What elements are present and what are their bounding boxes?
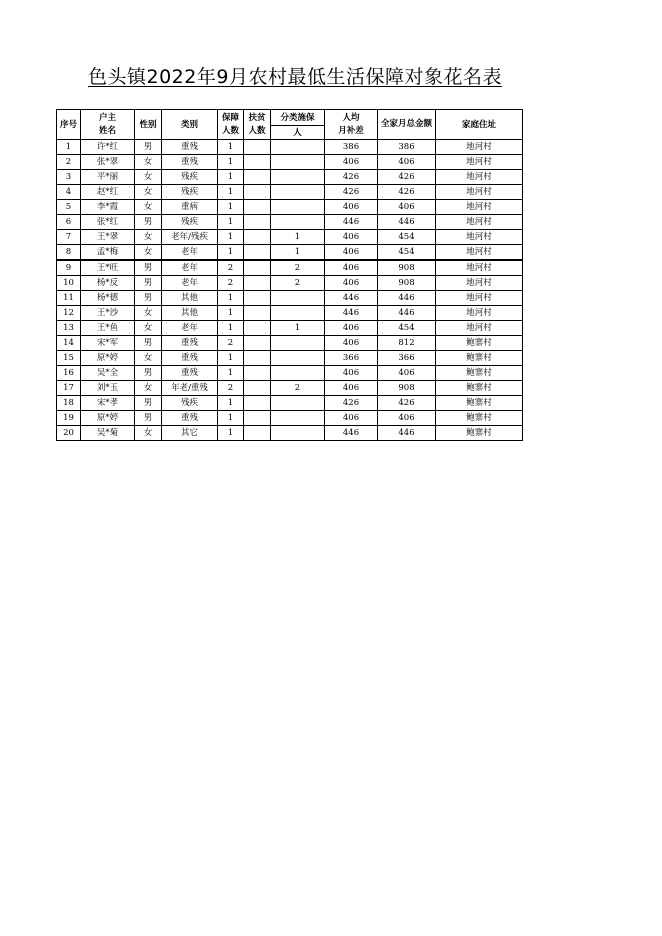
cell-poverty [244, 140, 271, 155]
cell-address: 地河村 [436, 291, 523, 306]
cell-per-capita: 406 [325, 155, 378, 170]
cell-total: 406 [378, 155, 436, 170]
cell-total: 406 [378, 411, 436, 426]
cell-no: 15 [57, 351, 81, 366]
table-row [57, 215, 523, 230]
cell-total: 454 [378, 245, 436, 261]
header-address: 家庭住址 [436, 110, 523, 140]
cell-address: 地河村 [436, 215, 523, 230]
cell-no: 12 [57, 306, 81, 321]
cell-persons: 2 [218, 276, 244, 291]
cell-sex: 男 [135, 215, 162, 230]
cell-per-capita: 386 [325, 140, 378, 155]
cell-class [271, 366, 325, 381]
cell-category: 年老/重残 [162, 381, 218, 396]
cell-per-capita: 406 [325, 260, 378, 276]
cell-persons: 1 [218, 426, 244, 441]
cell-total: 812 [378, 336, 436, 351]
cell-poverty [244, 336, 271, 351]
cell-persons: 1 [218, 306, 244, 321]
cell-sex: 女 [135, 381, 162, 396]
cell-no: 5 [57, 200, 81, 215]
cell-persons: 1 [218, 351, 244, 366]
table-row [57, 321, 523, 336]
cell-per-capita: 446 [325, 426, 378, 441]
cell-category: 老年/残疾 [162, 230, 218, 245]
cell-no: 3 [57, 170, 81, 185]
cell-poverty [244, 381, 271, 396]
cell-category: 残疾 [162, 170, 218, 185]
cell-class [271, 306, 325, 321]
cell-address: 地河村 [436, 155, 523, 170]
cell-persons: 1 [218, 411, 244, 426]
table-row [57, 411, 523, 426]
header-sex: 性别 [135, 110, 162, 140]
cell-category: 重残 [162, 366, 218, 381]
cell-sex: 女 [135, 306, 162, 321]
cell-persons: 1 [218, 321, 244, 336]
cell-sex: 男 [135, 396, 162, 411]
cell-sex: 男 [135, 276, 162, 291]
cell-no: 14 [57, 336, 81, 351]
cell-category: 重残 [162, 140, 218, 155]
cell-sex: 女 [135, 351, 162, 366]
cell-name: 许*红 [81, 140, 135, 155]
header-persons [218, 110, 244, 140]
table-row [57, 140, 523, 155]
cell-poverty [244, 411, 271, 426]
table-row [57, 381, 523, 396]
cell-poverty [244, 185, 271, 200]
table-row [57, 260, 523, 276]
table-row [57, 336, 523, 351]
cell-name: 王*翠 [81, 230, 135, 245]
header-category: 类别 [162, 110, 218, 140]
cell-category: 老年 [162, 321, 218, 336]
cell-class [271, 155, 325, 170]
header-name-line1: 户主 [98, 112, 116, 123]
page-title: 色头镇2022年9月农村最低生活保障对象花名表 [88, 66, 502, 88]
cell-name: 孟*梅 [81, 245, 135, 261]
cell-address: 鲍寨村 [436, 411, 523, 426]
cell-name: 杨*德 [81, 291, 135, 306]
cell-name: 平*丽 [81, 170, 135, 185]
table-row [57, 426, 523, 441]
cell-sex: 男 [135, 411, 162, 426]
cell-no: 16 [57, 366, 81, 381]
table-header [57, 110, 523, 140]
cell-no: 18 [57, 396, 81, 411]
cell-address: 地河村 [436, 321, 523, 336]
cell-sex: 女 [135, 185, 162, 200]
header-per-capita-line1: 人均 [342, 112, 360, 123]
cell-per-capita: 426 [325, 170, 378, 185]
cell-address: 鲍寨村 [436, 366, 523, 381]
cell-class [271, 291, 325, 306]
cell-address: 地河村 [436, 260, 523, 276]
cell-sex: 女 [135, 245, 162, 261]
cell-per-capita: 406 [325, 321, 378, 336]
cell-poverty [244, 276, 271, 291]
cell-poverty [244, 291, 271, 306]
cell-persons: 1 [218, 140, 244, 155]
cell-name: 赵*红 [81, 185, 135, 200]
table-row [57, 245, 523, 261]
cell-address: 鲍寨村 [436, 336, 523, 351]
cell-category: 其它 [162, 426, 218, 441]
cell-per-capita: 406 [325, 411, 378, 426]
cell-sex: 女 [135, 321, 162, 336]
cell-sex: 男 [135, 336, 162, 351]
cell-category: 重病 [162, 200, 218, 215]
cell-poverty [244, 396, 271, 411]
cell-total: 406 [378, 200, 436, 215]
cell-name: 原*婷 [81, 351, 135, 366]
header-name-line2: 姓名 [98, 125, 116, 136]
cell-class: 1 [271, 321, 325, 336]
cell-class: 2 [271, 260, 325, 276]
cell-no: 7 [57, 230, 81, 245]
cell-total: 908 [378, 381, 436, 396]
cell-address: 地河村 [436, 200, 523, 215]
cell-persons: 1 [218, 185, 244, 200]
cell-poverty [244, 351, 271, 366]
header-poverty-line1: 扶贫 [248, 112, 266, 123]
cell-sex: 男 [135, 291, 162, 306]
cell-persons: 1 [218, 170, 244, 185]
cell-persons: 2 [218, 260, 244, 276]
cell-address: 地河村 [436, 230, 523, 245]
cell-no: 8 [57, 245, 81, 261]
cell-address: 地河村 [436, 140, 523, 155]
table-row [57, 230, 523, 245]
cell-class [271, 411, 325, 426]
cell-address: 地河村 [436, 170, 523, 185]
cell-total: 366 [378, 351, 436, 366]
cell-poverty [244, 366, 271, 381]
cell-persons: 2 [218, 381, 244, 396]
cell-persons: 2 [218, 336, 244, 351]
cell-sex: 女 [135, 170, 162, 185]
cell-no: 20 [57, 426, 81, 441]
cell-persons: 1 [218, 396, 244, 411]
cell-class [271, 396, 325, 411]
header-per-capita-line2: 月补差 [338, 125, 364, 136]
cell-total: 406 [378, 366, 436, 381]
cell-name: 刘*玉 [81, 381, 135, 396]
cell-total: 908 [378, 260, 436, 276]
cell-category: 其他 [162, 306, 218, 321]
cell-class: 2 [271, 381, 325, 396]
cell-no: 6 [57, 215, 81, 230]
cell-total: 446 [378, 306, 436, 321]
cell-per-capita: 406 [325, 366, 378, 381]
cell-category: 重残 [162, 411, 218, 426]
roster-table [56, 109, 523, 441]
header-poverty [244, 110, 271, 140]
cell-class [271, 336, 325, 351]
cell-name: 宋*军 [81, 336, 135, 351]
cell-poverty [244, 321, 271, 336]
cell-name: 王*旺 [81, 260, 135, 276]
cell-category: 老年 [162, 245, 218, 261]
cell-poverty [244, 170, 271, 185]
cell-poverty [244, 260, 271, 276]
cell-category: 其他 [162, 291, 218, 306]
cell-no: 17 [57, 381, 81, 396]
cell-name: 杨*反 [81, 276, 135, 291]
cell-poverty [244, 426, 271, 441]
header-total: 全家月总金额 [378, 110, 436, 140]
cell-poverty [244, 306, 271, 321]
cell-per-capita: 366 [325, 351, 378, 366]
cell-sex: 女 [135, 155, 162, 170]
cell-class: 1 [271, 230, 325, 245]
header-class-line2: 人 [271, 126, 325, 140]
cell-persons: 1 [218, 155, 244, 170]
cell-name: 宋*孝 [81, 396, 135, 411]
cell-name: 王*沙 [81, 306, 135, 321]
cell-category: 老年 [162, 276, 218, 291]
cell-class [271, 351, 325, 366]
cell-sex: 女 [135, 200, 162, 215]
cell-class [271, 185, 325, 200]
table-row [57, 291, 523, 306]
table-body [57, 140, 523, 441]
table-row [57, 351, 523, 366]
cell-poverty [244, 155, 271, 170]
cell-category: 残疾 [162, 396, 218, 411]
table-row [57, 185, 523, 200]
header-poverty-line2: 人数 [248, 125, 266, 136]
cell-name: 李*霞 [81, 200, 135, 215]
header-persons-line2: 人数 [221, 125, 239, 136]
cell-sex: 女 [135, 426, 162, 441]
cell-sex: 男 [135, 260, 162, 276]
cell-address: 地河村 [436, 276, 523, 291]
cell-name: 原*婷 [81, 411, 135, 426]
cell-poverty [244, 200, 271, 215]
cell-address: 鲍寨村 [436, 381, 523, 396]
cell-poverty [244, 245, 271, 261]
cell-address: 地河村 [436, 245, 523, 261]
cell-persons: 1 [218, 215, 244, 230]
cell-address: 鲍寨村 [436, 426, 523, 441]
cell-address: 鲍寨村 [436, 396, 523, 411]
cell-class [271, 200, 325, 215]
cell-class [271, 170, 325, 185]
cell-per-capita: 406 [325, 381, 378, 396]
cell-category: 老年 [162, 260, 218, 276]
cell-total: 426 [378, 170, 436, 185]
cell-total: 446 [378, 426, 436, 441]
cell-poverty [244, 230, 271, 245]
cell-no: 11 [57, 291, 81, 306]
cell-total: 454 [378, 321, 436, 336]
cell-per-capita: 426 [325, 396, 378, 411]
cell-no: 10 [57, 276, 81, 291]
table-row [57, 170, 523, 185]
cell-no: 4 [57, 185, 81, 200]
cell-per-capita: 446 [325, 215, 378, 230]
cell-class [271, 426, 325, 441]
cell-total: 426 [378, 185, 436, 200]
cell-per-capita: 406 [325, 230, 378, 245]
header-persons-line1: 保障 [221, 112, 239, 123]
cell-category: 重残 [162, 351, 218, 366]
cell-total: 454 [378, 230, 436, 245]
table-row [57, 200, 523, 215]
cell-per-capita: 446 [325, 291, 378, 306]
cell-category: 残疾 [162, 215, 218, 230]
cell-class: 2 [271, 276, 325, 291]
cell-name: 王*鱼 [81, 321, 135, 336]
cell-total: 908 [378, 276, 436, 291]
cell-name: 张*翠 [81, 155, 135, 170]
cell-no: 1 [57, 140, 81, 155]
cell-no: 2 [57, 155, 81, 170]
table-row [57, 396, 523, 411]
cell-poverty [244, 215, 271, 230]
cell-name: 吴*菊 [81, 426, 135, 441]
cell-category: 重残 [162, 336, 218, 351]
cell-address: 地河村 [436, 185, 523, 200]
cell-per-capita: 406 [325, 200, 378, 215]
cell-per-capita: 426 [325, 185, 378, 200]
cell-per-capita: 406 [325, 245, 378, 261]
header-name [81, 110, 135, 140]
cell-total: 386 [378, 140, 436, 155]
cell-class: 1 [271, 245, 325, 261]
cell-persons: 1 [218, 366, 244, 381]
cell-persons: 1 [218, 291, 244, 306]
cell-per-capita: 406 [325, 336, 378, 351]
cell-name: 吴*全 [81, 366, 135, 381]
cell-address: 地河村 [436, 306, 523, 321]
cell-address: 鲍寨村 [436, 351, 523, 366]
cell-total: 446 [378, 215, 436, 230]
cell-class [271, 215, 325, 230]
cell-total: 426 [378, 396, 436, 411]
table-row [57, 276, 523, 291]
cell-no: 13 [57, 321, 81, 336]
cell-sex: 女 [135, 230, 162, 245]
table-row [57, 155, 523, 170]
cell-persons: 1 [218, 230, 244, 245]
cell-category: 重残 [162, 155, 218, 170]
table-row [57, 306, 523, 321]
cell-class [271, 140, 325, 155]
header-no: 序号 [57, 110, 81, 140]
cell-name: 张*红 [81, 215, 135, 230]
cell-per-capita: 406 [325, 276, 378, 291]
cell-sex: 男 [135, 140, 162, 155]
header-per-capita [325, 110, 378, 140]
cell-sex: 男 [135, 366, 162, 381]
header-class-line1: 分类施保 [271, 110, 325, 126]
cell-no: 9 [57, 260, 81, 276]
cell-persons: 1 [218, 245, 244, 261]
cell-per-capita: 446 [325, 306, 378, 321]
cell-category: 残疾 [162, 185, 218, 200]
cell-no: 19 [57, 411, 81, 426]
cell-persons: 1 [218, 200, 244, 215]
table-row [57, 366, 523, 381]
cell-total: 446 [378, 291, 436, 306]
